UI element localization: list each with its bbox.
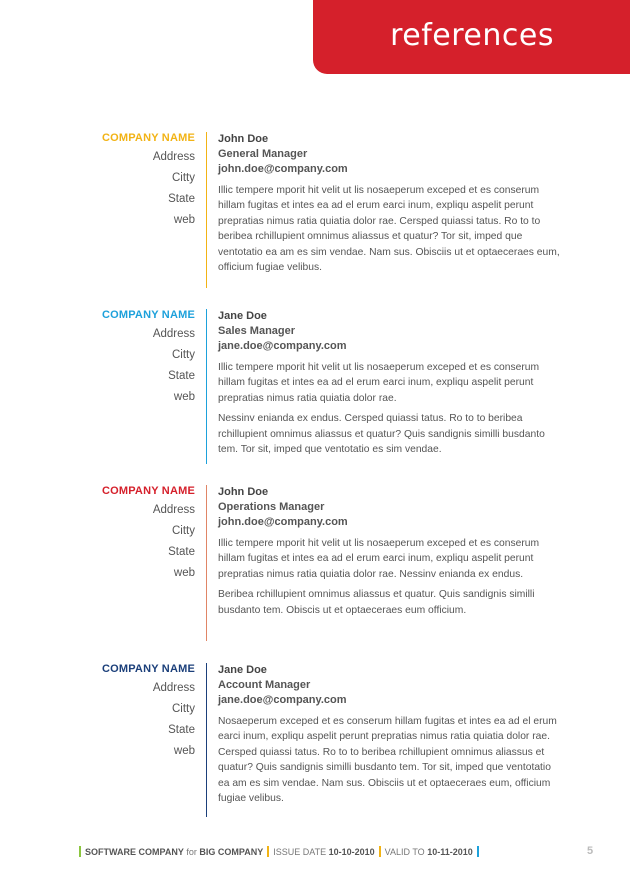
footer-valid-label: VALID TO (384, 847, 425, 857)
person-name: Jane Doe (218, 310, 267, 322)
state-line: State (168, 370, 195, 382)
footer-separator (79, 846, 81, 857)
address-line: Address (152, 151, 195, 163)
web-line: web (173, 745, 195, 757)
web-line: web (173, 214, 195, 226)
description-paragraph: Beribea rchillupient omnimus aliassus et quatur. Quis sandignis similli busdanto tem. Obiscis ut et optaeceraes eum officium. (218, 589, 535, 616)
contact-block (218, 132, 563, 275)
footer-company: SOFTWARE COMPANY (85, 847, 184, 857)
company-block (0, 663, 195, 758)
page-title: references (390, 18, 554, 53)
footer-separator (379, 846, 381, 857)
state-line: State (168, 193, 195, 205)
company-block (0, 485, 195, 580)
description-paragraph: Illic tempere mporit hit velit ut lis nosaeperum exceped et es conserum hillam fugitas et intes ea ad el erum earci inum, expliqu aspelit perunt prepratias nimus ratia quiatia dolor rae. Cersped quiassi tatus. Ro to to beribea rchillupient omnimus aliassus et quatur? Tor sit, imped que ventotatio ea am es sim vendae. Nam sus. Obisciis ut et optaeceraes eum, officium fugiae velibus. (218, 185, 560, 274)
address-line: Address (152, 504, 195, 516)
divider-line (206, 309, 207, 464)
person-email: jane.doe@company.com (218, 694, 347, 706)
contact-block (218, 485, 563, 618)
company-name: COMPANY NAME (101, 485, 195, 497)
person-name: John Doe (218, 133, 269, 145)
web-line: web (173, 391, 195, 403)
person-name: John Doe (218, 486, 269, 498)
footer-valid-date: 10-11-2010 (427, 847, 473, 857)
address-line: Address (152, 328, 195, 340)
footer-for: for (186, 847, 197, 857)
person-title: General Manager (218, 148, 308, 160)
person-email: john.doe@company.com (218, 163, 348, 175)
divider-line (206, 663, 207, 817)
person-title: Sales Manager (218, 325, 296, 337)
state-line: State (168, 724, 195, 736)
footer-separator (477, 846, 479, 857)
web-line: web (173, 567, 195, 579)
description-paragraph: Illic tempere mporit hit velit ut lis nosaeperum exceped et es conserum hillam fugitas et intes ea ad el erum earci inum, expliqu aspelit perunt prepratias nimus ratia quiatia dolor rae. (218, 362, 540, 404)
footer-issue-label: ISSUE DATE (273, 847, 327, 857)
state-line: State (168, 546, 195, 558)
city-line: Citty (172, 172, 195, 184)
footer-issue-date: 10-10-2010 (328, 847, 375, 857)
header-tab (313, 0, 630, 74)
person-title: Operations Manager (218, 501, 325, 513)
description-paragraph: Nosaeperum exceped et es conserum hillam fugitas et intes ea ad el erum earci inum, expliqu aspelit perunt prepratias nimus ratia quiatia dolor rae. Cersped quiassi tatus. Ro to to beribea rchillupient omnimus aliassus et quatur? Quis sandignis similli busdanto tem. Tor sit, imped que ventotatio ea am es sim vendae. Nam sus. Obisciis ut et optaeceraes eum, officium fugiae velibus. (218, 716, 557, 805)
company-name: COMPANY NAME (101, 309, 195, 321)
company-name: COMPANY NAME (101, 132, 195, 144)
city-line: Citty (172, 703, 195, 715)
person-title: Account Manager (218, 679, 311, 691)
divider-line (206, 132, 207, 288)
contact-block (218, 309, 563, 457)
description-paragraph: Nessinv enianda ex endus. Cersped quiassi tatus. Ro to to beribea rchillupient omnimus aliassus et quatur? Quis sandignis similli busdanto tem. Tor sit, imped que ventotatio es sim vendae. (218, 413, 545, 456)
city-line: Citty (172, 525, 195, 537)
page-number: 5 (587, 845, 594, 857)
company-name: COMPANY NAME (101, 663, 195, 675)
description-paragraph: Illic tempere mporit hit velit ut lis nosaeperum exceped et es conserum hillam fugitas et intes ea ad el erum earci inum, expliqu aspelit perunt prepratias nimus ratia quiatia dolor rae. Nessinv enianda ex endus. (218, 538, 540, 580)
company-block (0, 132, 195, 227)
person-email: jane.doe@company.com (218, 340, 347, 352)
person-email: john.doe@company.com (218, 516, 348, 528)
footer-separator (267, 846, 269, 857)
company-block (0, 309, 195, 404)
contact-block (218, 663, 563, 806)
city-line: Citty (172, 349, 195, 361)
divider-line (206, 485, 207, 641)
page-footer (75, 846, 483, 860)
person-name: Jane Doe (218, 664, 267, 676)
address-line: Address (152, 682, 195, 694)
footer-client: BIG COMPANY (199, 847, 264, 857)
